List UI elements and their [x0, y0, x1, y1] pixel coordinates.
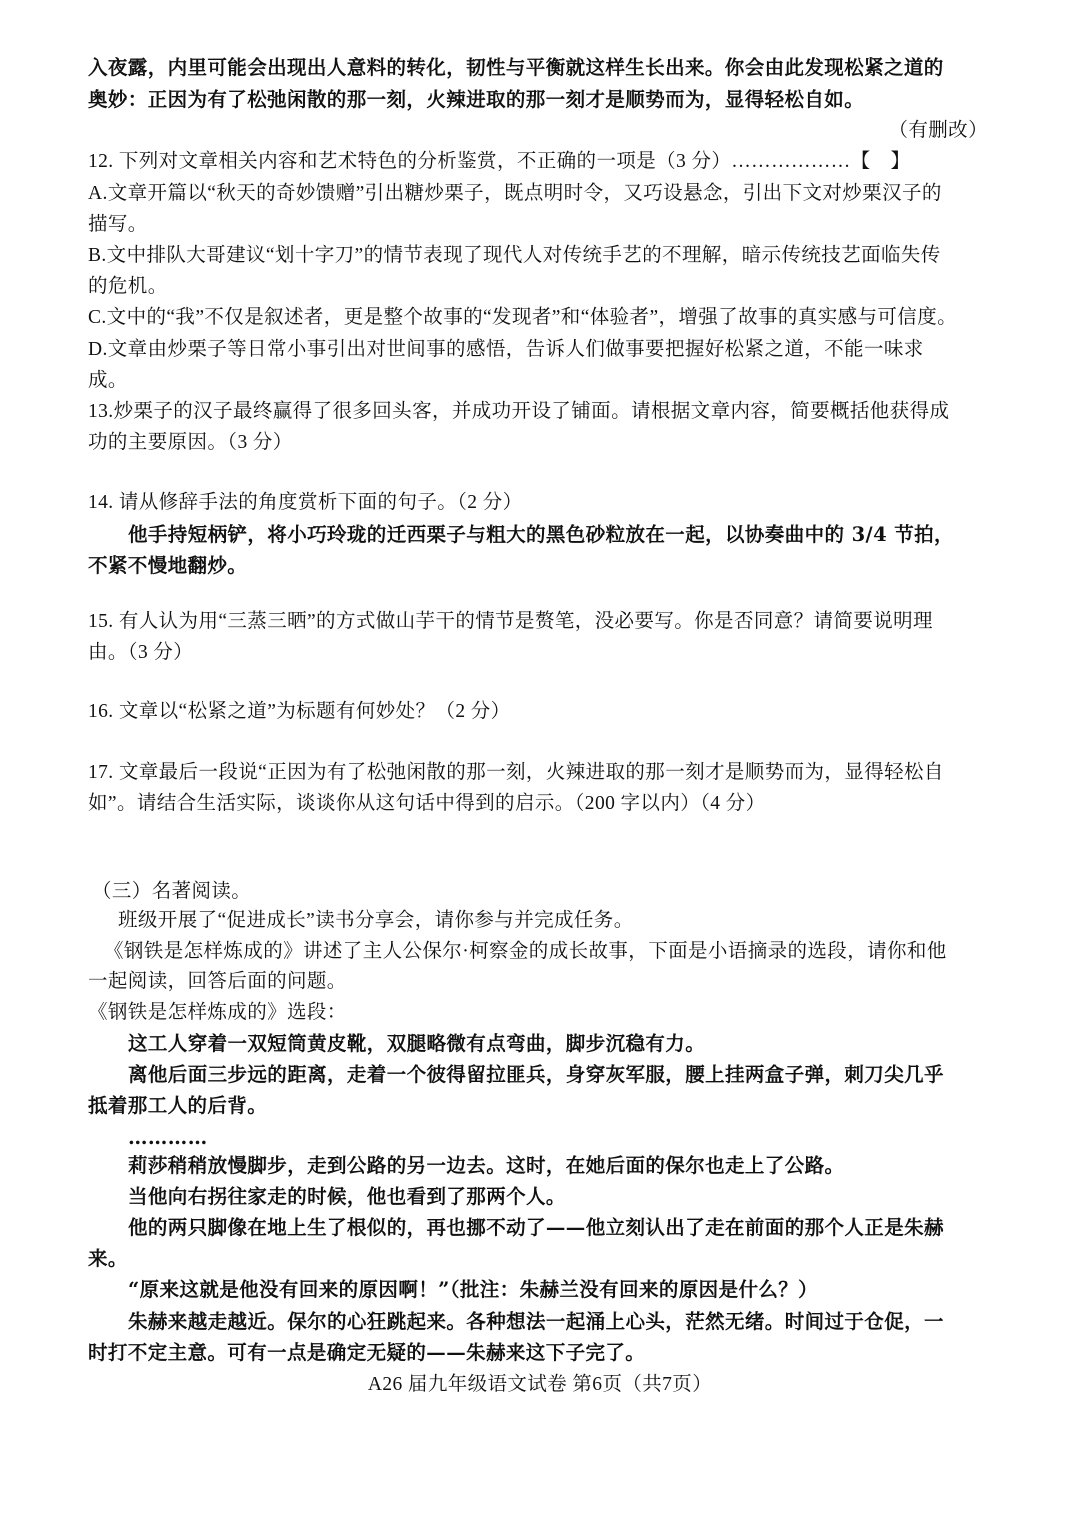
excerpt-paragraph: 离他后面三步远的距离，走着一个彼得留拉匪兵，身穿灰军服，腰上挂两盒子弹，刺刀尖几乎: [128, 1063, 944, 1086]
option-b-cont: 的危机。: [88, 276, 168, 297]
question-17-cont: 如”。请结合生活实际，谈谈你从这句话中得到的启示。（200 字以内）（4 分）: [88, 793, 766, 814]
section-intro: 班级开展了“促进成长”读书分享会，请你参与并完成任务。: [118, 910, 634, 931]
question-14: 14. 请从修辞手法的角度赏析下面的句子。（2 分）: [88, 492, 523, 513]
excerpt-paragraph: 朱赫来越走越近。保尔的心狂跳起来。各种想法一起涌上心头，茫然无绪。时间过于仓促，一: [128, 1310, 944, 1333]
excerpt-ellipsis: …………: [128, 1126, 208, 1149]
option-b: B.文中排队大哥建议“划十字刀”的情节表现了现代人对传统手艺的不理解，暗示传统技艺面临失传: [88, 245, 941, 266]
question-13-cont: 功的主要原因。（3 分）: [88, 432, 293, 453]
option-d-cont: 成。: [88, 370, 128, 391]
option-d: D.文章由炒栗子等日常小事引出对世间事的感悟，告诉人们做事要把握好松紧之道，不能一味求: [88, 339, 924, 360]
excerpt-quote: “原来这就是他没有回来的原因啊！”: [128, 1278, 450, 1301]
question-14-sentence-cont: 不紧不慢地翻炒。: [88, 554, 248, 577]
question-17: 17. 文章最后一段说“正因为有了松弛闲散的那一刻，火辣进取的那一刻才是顺势而为，显得轻松自: [88, 762, 944, 783]
source-note: （有删改）: [888, 120, 988, 141]
passage-line: 入夜露，内里可能会出现出人意料的转化，韧性与平衡就这样生长出来。你会由此发现松紧之道的: [88, 56, 944, 79]
question-13: 13.炒栗子的汉子最终赢得了很多回头客，并成功开设了铺面。请根据文章内容，简要概括他获得成: [88, 401, 950, 422]
passage-line: 奥妙：正因为有了松弛闲散的那一刻，火辣进取的那一刻才是顺势而为，显得轻松自如。: [88, 88, 865, 111]
question-16: 16. 文章以“松紧之道”为标题有何妙处？（2 分）: [88, 701, 511, 722]
section-intro: 《钢铁是怎样炼成的》讲述了主人公保尔·柯察金的成长故事，下面是小语摘录的选段，请你和他: [104, 941, 947, 962]
excerpt-label: 《钢铁是怎样炼成的》选段：: [88, 1002, 347, 1023]
annotation-note: （批注：朱赫兰没有回来的原因是什么？）: [449, 1278, 819, 1301]
excerpt-quote-line: [128, 1274, 1000, 1305]
excerpt-paragraph: 莉莎稍稍放慢脚步，走到公路的另一边去。这时，在她后面的保尔也走上了公路。: [128, 1154, 845, 1177]
excerpt-paragraph-cont: 来。: [88, 1247, 128, 1270]
excerpt-paragraph-cont: 时打不定主意。可有一点是确定无疑的——朱赫来这下子完了。: [88, 1341, 646, 1364]
question-14-sentence: 他手持短柄铲，将小巧玲珑的迁西栗子与粗大的黑色砂粒放在一起，以协奏曲中的 3/4 节拍，: [128, 523, 954, 546]
question-15-cont: 由。（3 分）: [88, 642, 194, 663]
section-intro-cont: 一起阅读，回答后面的问题。: [88, 971, 347, 992]
option-a-cont: 描写。: [88, 214, 148, 235]
excerpt-paragraph: 当他向右拐往家走的时候，他也看到了那两个人。: [128, 1185, 566, 1208]
excerpt-paragraph-cont: 抵着那工人的后背。: [88, 1094, 268, 1117]
page-footer: A26 届九年级语文试卷 第6页（共7页）: [367, 1374, 713, 1395]
question-15: 15. 有人认为用“三蒸三晒”的方式做山芋干的情节是赘笔，没必要写。你是否同意？请简要说明理: [88, 611, 933, 632]
excerpt-paragraph: 他的两只脚像在地上生了根似的，再也挪不动了——他立刻认出了走在前面的那个人正是朱赫: [128, 1216, 944, 1239]
section-heading: （三）名著阅读。: [92, 881, 252, 902]
option-c: C.文中的“我”不仅是叙述者，更是整个故事的“发现者”和“体验者”，增强了故事的真实感与可信度。: [88, 307, 958, 328]
question-12-stem: 12. 下列对文章相关内容和艺术特色的分析鉴赏，不正确的一项是（3 分）………………【 】: [88, 151, 911, 172]
option-a: A.文章开篇以“秋天的奇妙馈赠”引出糖炒栗子，既点明时令，又巧设悬念，引出下文对炒栗汉子的: [88, 183, 942, 204]
excerpt-paragraph: 这工人穿着一双短筒黄皮靴，双腿略微有点弯曲，脚步沉稳有力。: [128, 1032, 706, 1055]
